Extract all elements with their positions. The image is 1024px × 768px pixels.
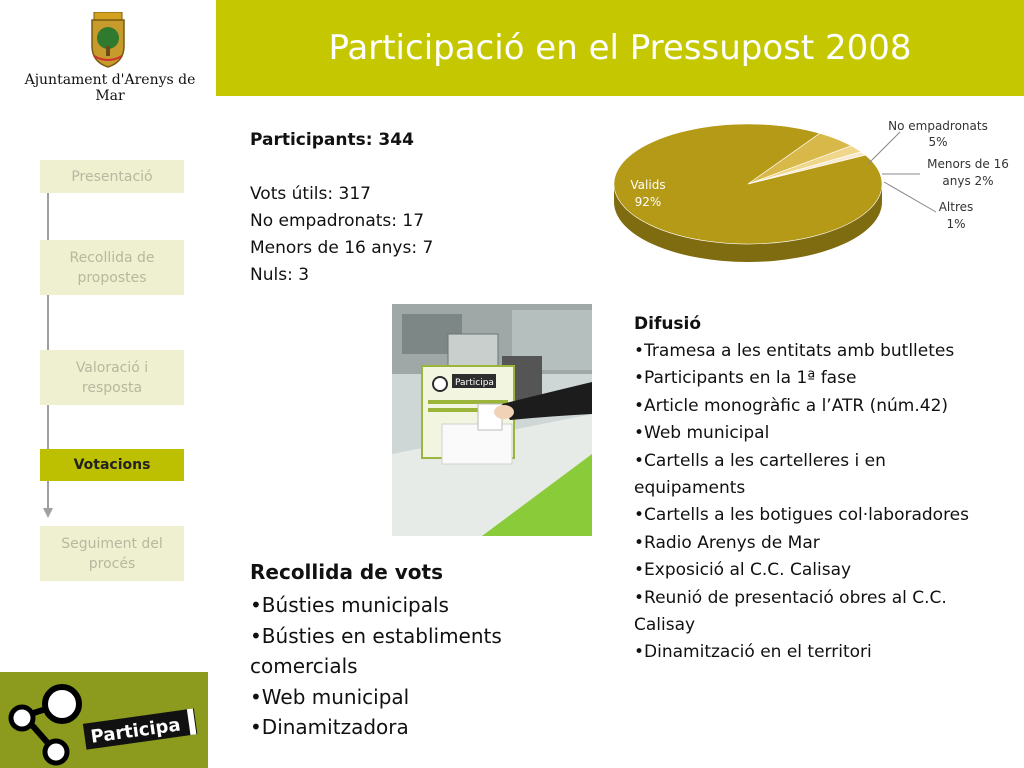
- step-valoracio-resposta[interactable]: Valoració i resposta: [40, 350, 184, 405]
- difusio-title: Difusió: [634, 314, 702, 334]
- stat-no-empadronats: No empadronats: 17: [250, 211, 425, 231]
- list-item: •Exposició al C.C. Calisay: [634, 560, 852, 581]
- stat-participants: Participants: 344: [250, 130, 414, 150]
- list-item: •Dinamitzadora: [250, 715, 409, 739]
- participa-nodes-icon: [0, 672, 208, 768]
- stat-vots-utils: Vots útils: 317: [250, 184, 371, 204]
- recollida-title: Recollida de vots: [250, 560, 443, 584]
- page-title: Participació en el Pressupost 2008: [328, 28, 912, 68]
- ballot-box-photo: [392, 304, 592, 536]
- pie-value-altres: 1%: [946, 217, 966, 231]
- photo-sign-text: Participa: [455, 378, 494, 388]
- pie-label-altres: Altres: [938, 200, 974, 214]
- list-item: •Article monogràfic a l’ATR (núm.42): [634, 395, 949, 416]
- list-item: •Cartells a les cartelleres i en equipaments: [634, 450, 886, 499]
- step-seguiment-proces[interactable]: Seguiment del procés: [40, 526, 184, 581]
- list-item: •Bústies en establiments comercials: [250, 623, 502, 678]
- list-item: •Reunió de presentació obres al C.C. Calisay: [634, 587, 947, 636]
- pie-value-menors: anys 2%: [942, 174, 994, 188]
- difusio-list: [634, 338, 994, 667]
- list-item: •Web municipal: [250, 684, 410, 709]
- step-recollida-propostes[interactable]: Recollida de propostes: [40, 240, 184, 295]
- list-item: •Cartells a les botigues col·laboradores: [634, 505, 970, 526]
- step-presentacio[interactable]: Presentació: [40, 160, 184, 193]
- step-votacions[interactable]: Votacions: [40, 449, 184, 481]
- participa-wordmark: Participa: [89, 714, 182, 748]
- votes-pie-chart: [600, 112, 1020, 292]
- coat-of-arms-icon: [86, 12, 130, 68]
- pie-label-valids: Valids: [630, 178, 666, 192]
- pie-label-menors: Menors de 16: [927, 157, 1009, 171]
- pie-value-no-empadronats: 5%: [928, 135, 948, 149]
- pie-value-valids: 92%: [634, 195, 662, 209]
- list-item: •Bústies municipals: [250, 593, 449, 617]
- list-item: •Tramesa a les entitats amb butlletes: [634, 341, 955, 361]
- recollida-list: [250, 590, 580, 743]
- pie-label-no-empadronats: No empadronats: [888, 119, 988, 133]
- list-item: •Participants en la 1ª fase: [634, 368, 857, 389]
- stat-menors: Menors de 16 anys: 7: [250, 238, 434, 258]
- list-item: •Web municipal: [634, 423, 770, 444]
- list-item: •Radio Arenys de Mar: [634, 532, 820, 553]
- list-item: •Dinamització en el territori: [634, 642, 872, 663]
- org-name: Ajuntament d'Arenys de Mar: [24, 72, 196, 104]
- stat-nuls: Nuls: 3: [250, 265, 310, 285]
- arrow-down-icon: [43, 508, 53, 518]
